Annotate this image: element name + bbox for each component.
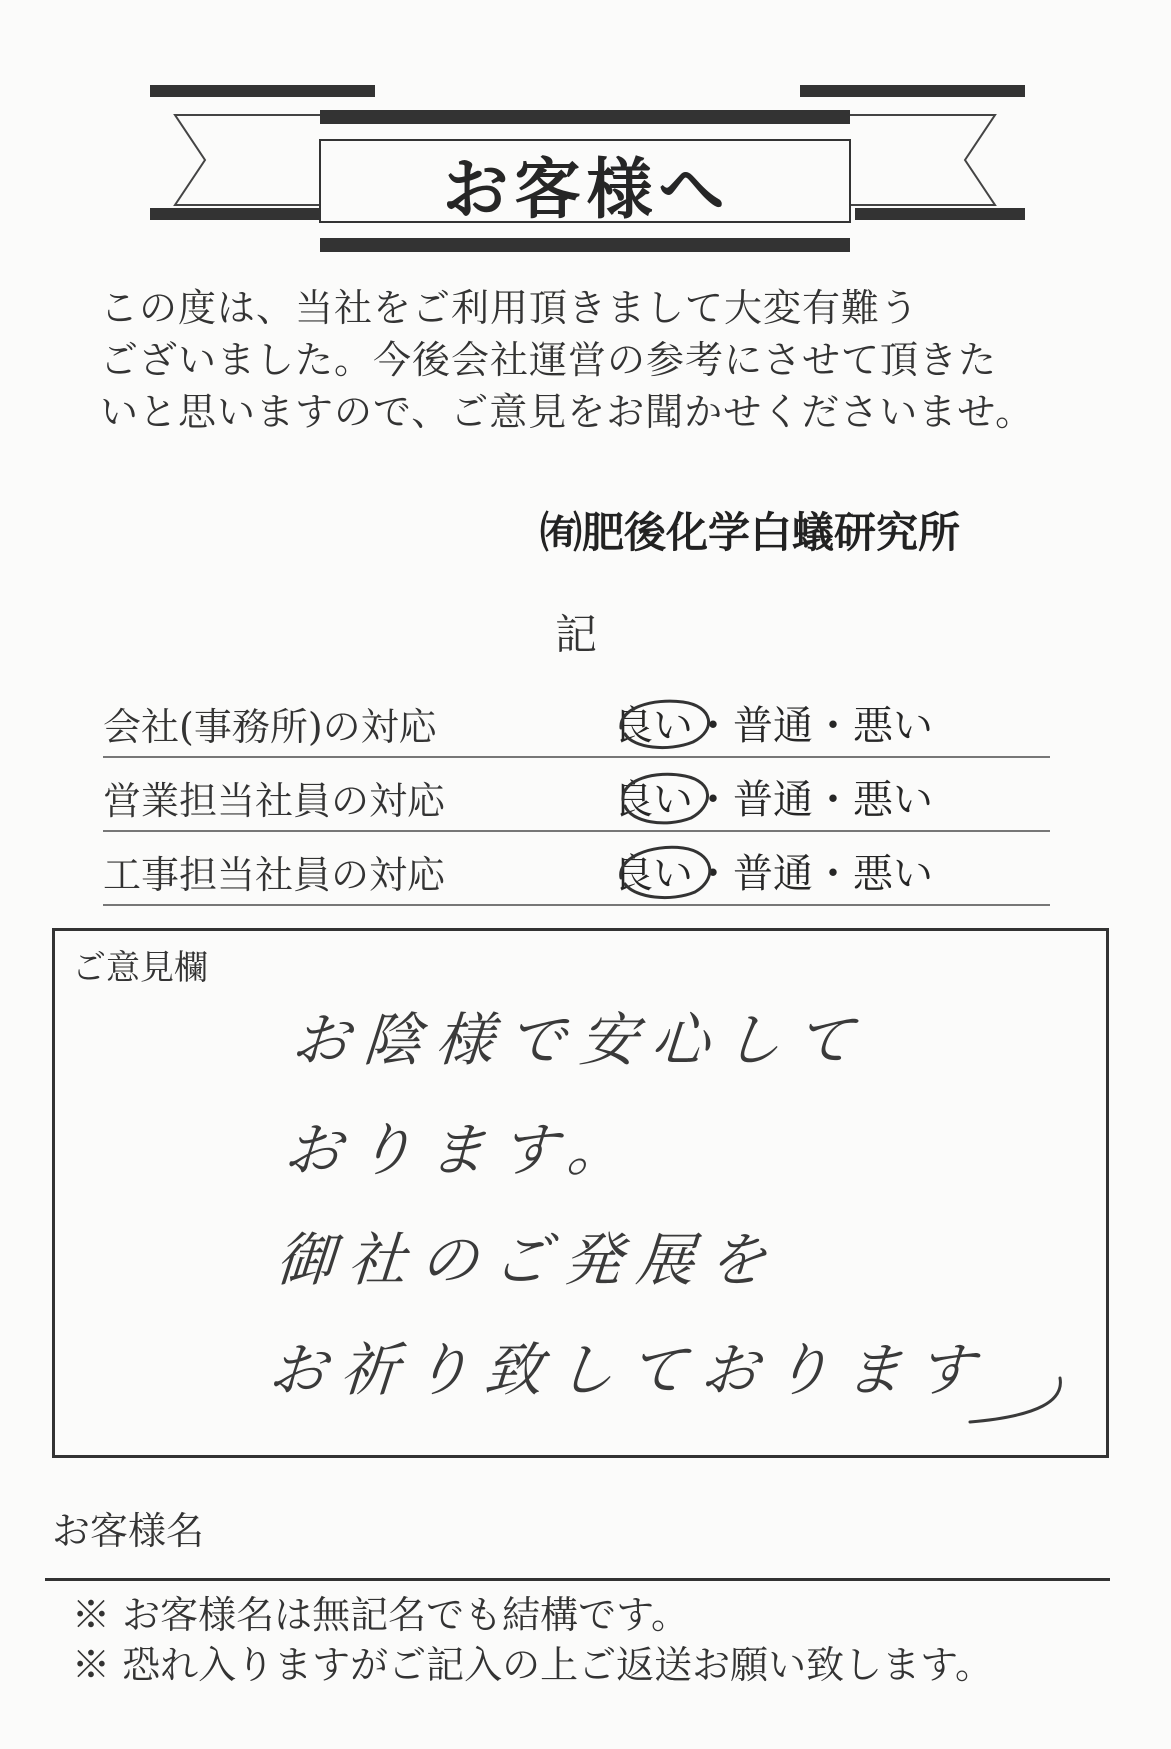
handwriting-flourish bbox=[960, 1370, 1070, 1430]
handwritten-line: 御社のご発展を bbox=[273, 1226, 783, 1294]
rating-label: 営業担当社員の対応 bbox=[103, 779, 446, 823]
ribbon-tail-left bbox=[175, 115, 320, 205]
ribbon-bar-top-right bbox=[800, 85, 1025, 97]
customer-name-line[interactable] bbox=[45, 1578, 1110, 1581]
ribbon-bar-bottom-left bbox=[150, 208, 320, 220]
rating-choices[interactable]: 良い・普通・悪い bbox=[613, 851, 933, 897]
note-line: ※ 恐れ入りますがご記入の上ご返送お願い致します。 bbox=[72, 1643, 994, 1687]
ribbon-bar-top-center bbox=[320, 110, 850, 124]
note-line: ※ お客様名は無記名でも結構です。 bbox=[72, 1593, 690, 1637]
handwritten-line: おります。 bbox=[281, 1116, 642, 1184]
ki-heading: 記 bbox=[555, 610, 598, 659]
handwritten-line: お祈り致しております bbox=[266, 1336, 991, 1404]
rating-choices[interactable]: 良い・普通・悪い bbox=[613, 777, 933, 823]
rating-choices[interactable]: 良い・普通・悪い bbox=[613, 703, 933, 749]
rating-row-sales bbox=[103, 756, 1050, 832]
customer-name-label: お客様名 bbox=[52, 1509, 205, 1553]
rating-row-company bbox=[103, 682, 1050, 758]
rating-label: 工事担当社員の対応 bbox=[103, 853, 446, 897]
rating-label: 会社(事務所)の対応 bbox=[103, 705, 437, 749]
page-title: お客様へ bbox=[442, 149, 731, 228]
company-name: ㈲肥後化学白蟻研究所 bbox=[540, 508, 961, 557]
handwritten-line: お陰様で安心して bbox=[289, 1006, 870, 1074]
intro-paragraph bbox=[100, 282, 1080, 438]
intro-line: いと思いますので、ご意見をお聞かせくださいませ。 bbox=[100, 390, 1035, 434]
handwritten-comment bbox=[265, 985, 1116, 1425]
opinion-label: ご意見欄 bbox=[72, 948, 208, 988]
intro-line: この度は、当社をご利用頂きまして大変有難う bbox=[100, 286, 920, 330]
ribbon-tail-right bbox=[850, 115, 995, 205]
ribbon-bar-bottom-right bbox=[855, 208, 1025, 220]
rating-row-construction bbox=[103, 830, 1050, 906]
intro-line: ございました。今後会社運営の参考にさせて頂きた bbox=[100, 338, 998, 382]
ribbon-bar-bottom-center bbox=[320, 238, 850, 252]
ribbon-bar-top-left bbox=[150, 85, 375, 97]
footer-notes bbox=[72, 1590, 993, 1690]
